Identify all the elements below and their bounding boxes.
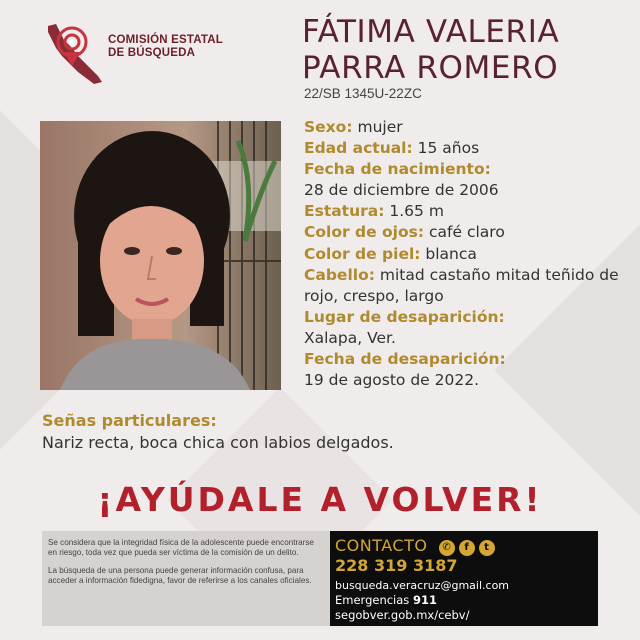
veracruz-map-pin-icon [42,22,106,88]
detail-sexo [304,117,634,138]
detail-label: Cabello: [304,265,375,284]
disclaimer-paragraph-1: Se considera que la integridad física de la adolescente puede encontrarse en riesgo, toda vez que pueda ser víctima de la comisión de un delito. [48,538,314,557]
contact-title: CONTACTO [335,536,428,555]
detail-lugar-label [304,307,634,328]
logo-text [108,34,223,60]
detail-nacimiento-label [304,159,634,180]
detail-value: 15 años [417,139,480,158]
detail-nacimiento-value: 28 de diciembre de 2006 [304,181,499,200]
detail-label: Lugar de desaparición: [304,307,505,326]
detail-ojos [304,222,634,243]
detail-estatura [304,201,634,222]
twitter-icon[interactable]: t [479,540,495,556]
contact-email[interactable]: busqueda.veracruz@gmail.com [335,579,510,592]
name-line-1: FÁTIMA VALERIA [302,14,560,50]
detail-value: café claro [429,223,505,242]
detail-value: blanca [425,244,477,263]
detail-value: 1.65 m [389,202,444,221]
detail-piel [304,244,634,265]
distinguishing-features [42,410,394,454]
logo-line-1: COMISIÓN ESTATAL [108,34,223,46]
emergency-label: Emergencias [335,593,410,607]
detail-fecha-desaparicion-label [304,349,634,370]
detail-cabello [304,265,634,307]
facebook-icon[interactable]: f [459,540,475,556]
contact-emergency [335,593,598,608]
contact-box [330,531,598,626]
person-details [304,117,634,391]
detail-edad [304,138,634,159]
detail-value: mitad castaño mitad teñido de rojo, crespo, largo [304,265,619,305]
social-icons [439,535,499,556]
disclaimer-box [42,531,330,626]
logo-line-2: DE BÚSQUEDA [108,47,196,59]
commission-logo [42,22,242,88]
contact-phone[interactable]: 228 319 3187 [335,556,458,575]
detail-lugar-value: Xalapa, Ver. [304,328,396,347]
detail-label: Estatura: [304,202,385,221]
detail-label: Fecha de desaparición: [304,350,506,369]
emergency-number[interactable]: 911 [412,593,437,607]
detail-label: Edad actual: [304,139,413,158]
detail-label: Sexo: [304,118,353,136]
missing-person-photo [40,121,281,390]
disclaimer-paragraph-2: La búsqueda de una persona puede generar información confusa, para acceder a información fidedigna, favor de referirse a los canales oficiales. [48,566,312,585]
help-headline: ¡AYÚDALE A VOLVER! [97,480,543,519]
detail-value: mujer [357,118,403,136]
whatsapp-icon[interactable]: ✆ [439,540,455,556]
senas-value: Nariz recta, boca chica con labios delgados. [42,433,394,452]
person-name [302,14,559,86]
name-line-2: PARRA ROMERO [302,50,559,86]
contact-website[interactable]: segobver.gob.mx/cebv/ [335,608,470,622]
detail-label: Color de ojos: [304,223,425,242]
case-id: 22/SB 1345U-22ZC [304,86,422,101]
detail-fecha-desaparicion-value: 19 de agosto de 2022. [304,371,480,390]
detail-label: Fecha de nacimiento: [304,160,491,179]
detail-label: Color de piel: [304,244,421,263]
senas-label: Señas particulares: [42,411,217,430]
